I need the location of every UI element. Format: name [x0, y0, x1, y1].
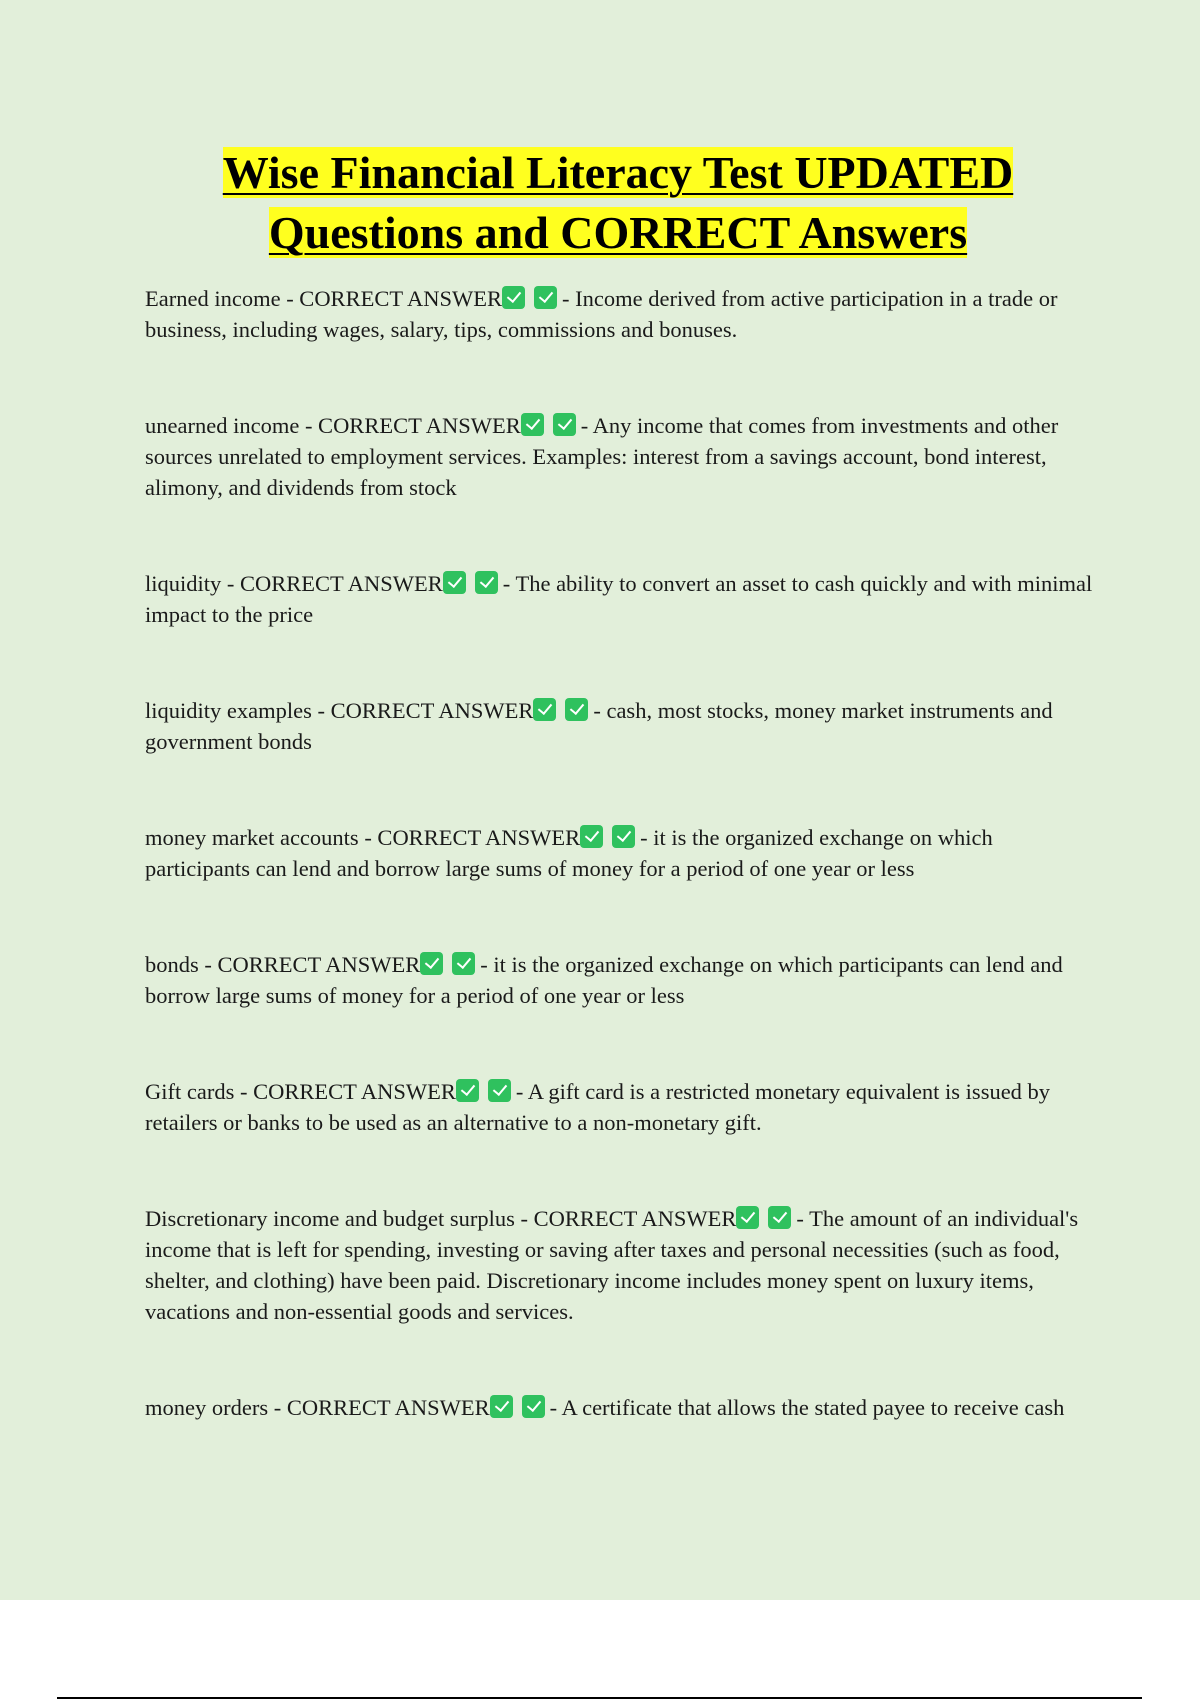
- entry-definition: - cash, most stocks, money market instruments and government bonds: [145, 698, 1053, 754]
- qa-entry: [145, 1203, 1095, 1327]
- check-mark-icon: [452, 952, 475, 975]
- entry-definition: - A certificate that allows the stated payee to receive cash: [549, 1395, 1065, 1420]
- entry-answer-label: - CORRECT ANSWER: [234, 1079, 456, 1104]
- entry-term: liquidity examples: [145, 698, 312, 723]
- entry-definition: - it is the organized exchange on which participants can lend and borrow large sums of money for a period of one year or less: [145, 952, 1063, 1008]
- entry-term: liquidity: [145, 571, 222, 596]
- entry-answer-label: - CORRECT ANSWER: [514, 1206, 737, 1231]
- entry-answer-label: - CORRECT ANSWER: [299, 413, 521, 438]
- check-mark-icon: [565, 698, 588, 721]
- entry-term: Discretionary income and budget surplus: [145, 1206, 515, 1231]
- entry-answer-label: - CORRECT ANSWER: [311, 698, 534, 723]
- qa-entry: [145, 949, 1095, 1011]
- check-mark-icon: [488, 1079, 511, 1102]
- title-line-2: Questions and CORRECT Answers: [268, 207, 968, 258]
- check-mark-icon: [490, 1395, 513, 1418]
- entry-term: unearned income: [145, 413, 300, 438]
- entry-definition: - A gift card is a restricted monetary equivalent is issued by retailers or banks to be used as an alternative to a non-monetary gift.: [145, 1079, 1051, 1135]
- qa-list: [145, 283, 1095, 1488]
- qa-entry: [145, 1076, 1095, 1138]
- entry-term: Earned income: [145, 286, 281, 311]
- qa-entry: [145, 1392, 1095, 1423]
- document-title: [0, 143, 1200, 263]
- entry-answer-label: - CORRECT ANSWER: [280, 286, 503, 311]
- title-line-1: Wise Financial Literacy Test UPDATED: [222, 147, 1014, 198]
- qa-entry: [145, 568, 1095, 630]
- entry-answer-label: - CORRECT ANSWER: [221, 571, 443, 596]
- qa-entry: [145, 695, 1095, 757]
- entry-answer-label: - CORRECT ANSWER: [358, 825, 581, 850]
- check-mark-icon: [502, 286, 525, 309]
- check-mark-icon: [580, 825, 603, 848]
- check-mark-icon: [420, 952, 443, 975]
- entry-definition: - The amount of an individual's income that is left for spending, investing or saving after taxes and personal necessities (such as food, shelter, and clothing) have been paid. Discretionary income includes money spent on luxury items, vacations and non-essential goods and services.: [145, 1206, 1079, 1324]
- qa-entry: [145, 283, 1095, 345]
- entry-term: bonds: [145, 952, 199, 977]
- check-mark-icon: [553, 413, 576, 436]
- qa-entry: [145, 410, 1095, 503]
- check-mark-icon: [475, 571, 498, 594]
- check-mark-icon: [443, 571, 466, 594]
- check-mark-icon: [534, 286, 557, 309]
- check-mark-icon: [612, 825, 635, 848]
- entry-term: money market accounts: [145, 825, 359, 850]
- entry-definition: - Any income that comes from investments and other sources unrelated to employment services. Examples: interest from a savings account, bond interest, alimony, and dividends from stock: [145, 413, 1059, 500]
- entry-definition: - Income derived from active participation in a trade or business, including wages, salary, tips, commissions and bonuses.: [145, 286, 1058, 342]
- check-mark-icon: [533, 698, 556, 721]
- entry-definition: - The ability to convert an asset to cash quickly and with minimal impact to the price: [145, 571, 1093, 627]
- check-mark-icon: [768, 1206, 791, 1229]
- footer-divider: [57, 1697, 1142, 1699]
- entry-term: Gift cards: [145, 1079, 235, 1104]
- check-mark-icon: [456, 1079, 479, 1102]
- entry-definition: - it is the organized exchange on which participants can lend and borrow large sums of money for a period of one year or less: [145, 825, 993, 881]
- qa-entry: [145, 822, 1095, 884]
- entry-answer-label: - CORRECT ANSWER: [268, 1395, 490, 1420]
- check-mark-icon: [736, 1206, 759, 1229]
- check-mark-icon: [521, 413, 544, 436]
- entry-answer-label: - CORRECT ANSWER: [198, 952, 421, 977]
- check-mark-icon: [522, 1395, 545, 1418]
- entry-term: money orders: [145, 1395, 269, 1420]
